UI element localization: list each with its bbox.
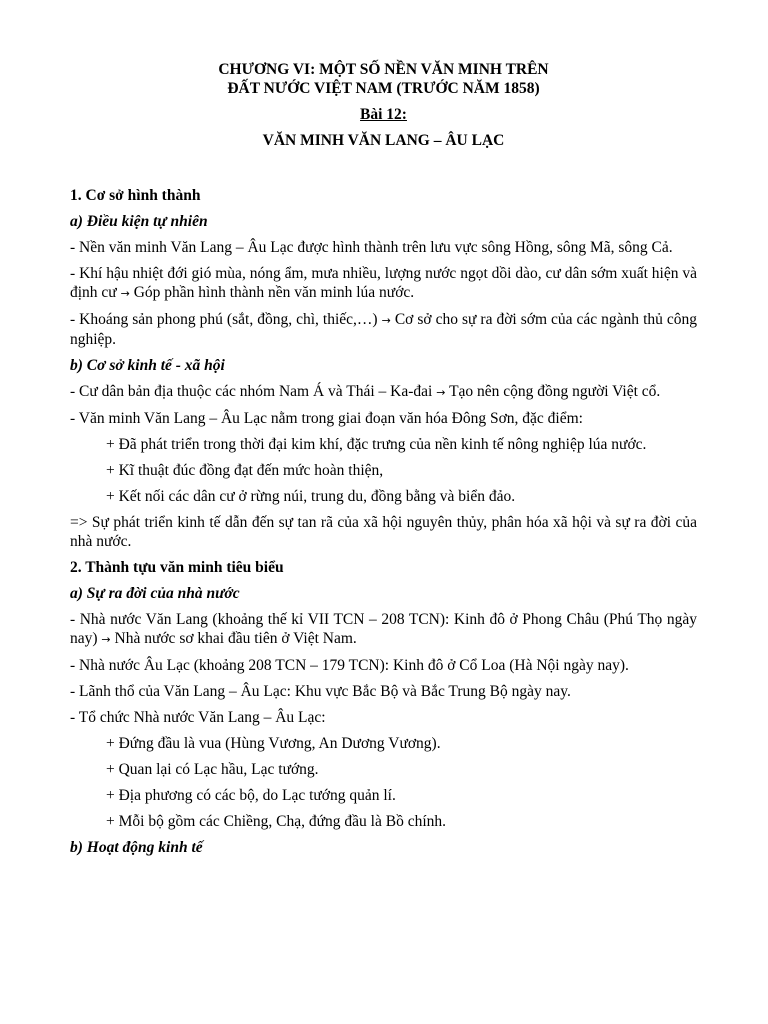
chapter-title-line1: CHƯƠNG VI: MỘT SỐ NỀN VĂN MINH TRÊN	[218, 61, 549, 78]
lesson-title: VĂN MINH VĂN LANG – ÂU LẠC	[262, 132, 505, 149]
arrow-icon: →	[436, 386, 446, 399]
paragraph	[70, 264, 697, 303]
section-heading-2: 2. Thành tựu văn minh tiêu biểu	[70, 559, 284, 576]
paragraph	[70, 310, 697, 349]
paragraph-text: Cơ sở cho sự ra đời sớm của các ngành thủ công nghiệp.	[70, 311, 698, 348]
paragraph-text: - Khí hậu nhiệt đới gió mùa, nóng ẩm, mưa nhiều, lượng nước ngọt dồi dào, cư dân sớm xuất hiện và định cư	[70, 265, 697, 301]
arrow-icon: →	[120, 287, 130, 300]
bullet-item: + Quan lại có Lạc hầu, Lạc tướng.	[106, 761, 319, 778]
document-page	[70, 60, 697, 857]
paragraph-text: Nhà nước sơ khai đầu tiên ở Việt Nam.	[114, 630, 357, 647]
paragraph	[70, 610, 697, 649]
paragraph	[70, 382, 697, 402]
paragraph: - Lãnh thổ của Văn Lang – Âu Lạc: Khu vực Bắc Bộ và Bắc Trung Bộ ngày nay.	[70, 683, 571, 700]
paragraph: - Tổ chức Nhà nước Văn Lang – Âu Lạc:	[70, 709, 326, 726]
paragraph-text: Tạo nên cộng đồng người Việt cổ.	[449, 383, 661, 400]
paragraph-text: - Cư dân bản địa thuộc các nhóm Nam Á và Thái – Ka-đai	[70, 383, 433, 400]
paragraph: - Văn minh Văn Lang – Âu Lạc nằm trong giai đoạn văn hóa Đông Sơn, đặc điểm:	[70, 410, 583, 427]
paragraph-text: - Khoáng sản phong phú (sắt, đồng, chì, thiếc,…)	[70, 311, 378, 328]
bullet-item: + Đã phát triển trong thời đại kim khí, đặc trưng của nền kinh tế nông nghiệp lúa nước.	[106, 436, 647, 453]
paragraph: - Nhà nước Âu Lạc (khoảng 208 TCN – 179 TCN): Kinh đô ở Cổ Loa (Hà Nội ngày nay).	[70, 657, 629, 674]
lesson-number	[70, 105, 697, 124]
arrow-icon: →	[101, 633, 111, 646]
lesson-label: Bài 12:	[360, 106, 407, 123]
section-heading-1: 1. Cơ sở hình thành	[70, 187, 201, 204]
subsection-heading-2a: a) Sự ra đời của nhà nước	[70, 585, 240, 602]
bullet-item: + Địa phương có các bộ, do Lạc tướng quản lí.	[106, 787, 396, 804]
subsection-heading-2b: b) Hoạt động kinh tế	[70, 839, 203, 856]
arrow-icon: →	[381, 314, 391, 327]
bullet-item: + Mỗi bộ gồm các Chiềng, Chạ, đứng đầu là Bồ chính.	[106, 813, 447, 830]
bullet-item: + Đứng đầu là vua (Hùng Vương, An Dương Vương).	[106, 735, 441, 752]
paragraph: - Nền văn minh Văn Lang – Âu Lạc được hình thành trên lưu vực sông Hồng, sông Mã, sông Cả.	[70, 239, 673, 256]
chapter-title-line2: ĐẤT NƯỚC VIỆT NAM (TRƯỚC NĂM 1858)	[227, 80, 540, 97]
subsection-heading-1b: b) Cơ sở kinh tế - xã hội	[70, 357, 225, 374]
subsection-heading-1a: a) Điều kiện tự nhiên	[70, 213, 208, 230]
conclusion-paragraph: => Sự phát triển kinh tế dẫn đến sự tan rã của xã hội nguyên thủy, phân hóa xã hội và sự ra đời của nhà nước.	[70, 514, 697, 550]
bullet-item: + Kĩ thuật đúc đồng đạt đến mức hoàn thiện,	[106, 462, 384, 479]
paragraph-text: Góp phần hình thành nền văn minh lúa nước.	[133, 284, 415, 301]
bullet-item: + Kết nối các dân cư ở rừng núi, trung du, đồng bằng và biển đảo.	[106, 488, 516, 505]
paragraph-text: - Nhà nước Văn Lang (khoảng thế kỉ VII TCN – 208 TCN): Kinh đô ở Phong Châu (Phú Thọ ngày nay)	[70, 611, 697, 647]
